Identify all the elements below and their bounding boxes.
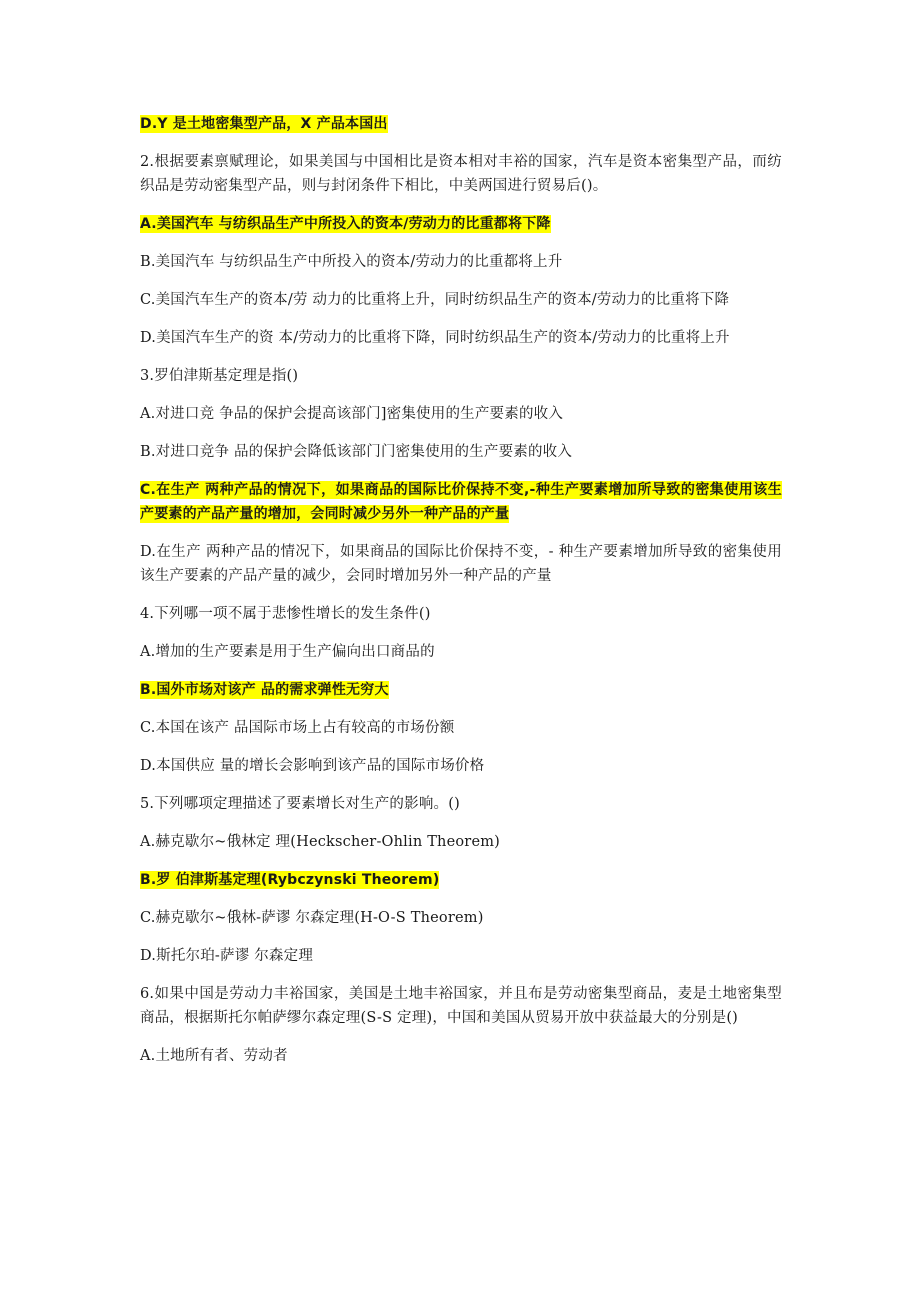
answer-option: C.美国汽车生产的资本/劳 动力的比重将上升，同时纺织品生产的资本/劳动力的比重将下降 — [140, 292, 730, 308]
answer-option: D.美国汽车生产的资 本/劳动力的比重将下降，同时纺织品生产的资本/劳动力的比重将上升 — [140, 330, 730, 346]
question-5: 5.下列哪项定理描述了要素增长对生产的影响。() — [140, 796, 460, 812]
question-3: 3.罗伯津斯基定理是指() — [140, 368, 299, 384]
answer-option: A.增加的生产要素是用于生产偏向出口商品的 — [140, 644, 435, 660]
answer-option-highlighted: B.国外市场对该产 品的需求弹性无穷大 — [140, 682, 389, 698]
question-6: 6.如果中国是劳动力丰裕国家，美国是土地丰裕国家，并且布是劳动密集型商品，麦是土地密集型商品，根据斯托尔帕萨缪尔森定理(S-S 定理)，中国和美国从贸易开放中获益最大的分别是() — [140, 986, 782, 1026]
question-4: 4.下列哪一项不属于悲惨性增长的发生条件() — [140, 606, 431, 622]
answer-option: A.土地所有者、劳动者 — [140, 1048, 288, 1064]
answer-option-highlighted: A.美国汽车 与纺织品生产中所投入的资本/劳动力的比重都将下降 — [140, 216, 551, 232]
answer-option: A.赫克歇尔~俄林定 理(Heckscher-Ohlin Theorem) — [140, 834, 501, 850]
answer-option-highlighted: D.Y 是土地密集型产品，X 产品本国出 — [140, 116, 388, 132]
question-2: 2.根据要素禀赋理论，如果美国与中国相比是资本相对丰裕的国家，汽车是资本密集型产品，而纺织品是劳动密集型产品，则与封闭条件下相比，中美两国进行贸易后()。 — [140, 154, 782, 194]
answer-option-highlighted: B.罗 伯津斯基定理(Rybczynski Theorem) — [140, 872, 440, 888]
answer-option: C.赫克歇尔~俄林-萨谬 尔森定理(H-O-S Theorem) — [140, 910, 484, 926]
answer-option: B.美国汽车 与纺织品生产中所投入的资本/劳动力的比重都将上升 — [140, 254, 563, 270]
answer-option: D.在生产 两种产品的情况下，如果商品的国际比价保持不变，- 种生产要素增加所导致的密集使用该生产要素的产品产量的减少，会同时增加另外一种产品的产量 — [140, 544, 782, 584]
answer-option: D.本国供应 量的增长会影响到该产品的国际市场价格 — [140, 758, 485, 774]
answer-option: D.斯托尔珀-萨谬 尔森定理 — [140, 948, 314, 964]
answer-option: C.本国在该产 品国际市场上占有较高的市场份额 — [140, 720, 455, 736]
document-page — [140, 112, 782, 1082]
answer-option: B.对进口竞争 品的保护会降低该部门门密集使用的生产要素的收入 — [140, 444, 573, 460]
answer-option: A.对进口竞 争品的保护会提高该部门]密集使用的生产要素的收入 — [140, 406, 564, 422]
answer-option-highlighted: C.在生产 两种产品的情况下，如果商品的国际比价保持不变,-种生产要素增加所导致的密集使用该生产要素的产品产量的增加，会同时减少另外一种产品的产量 — [140, 482, 782, 522]
